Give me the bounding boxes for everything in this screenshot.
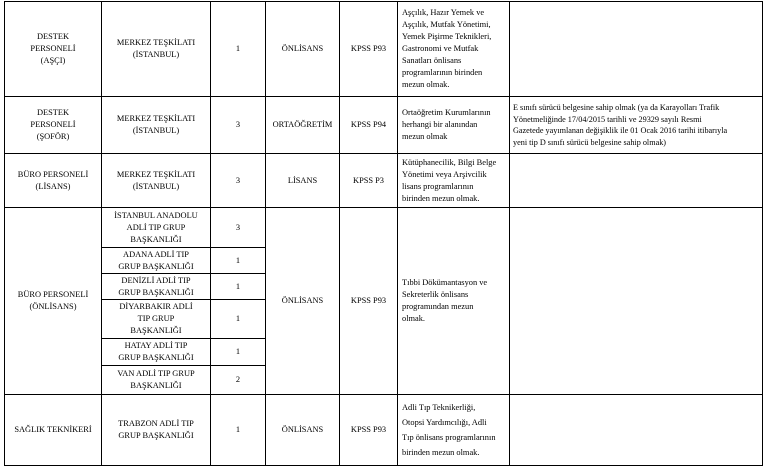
- count-cell: 1: [211, 395, 266, 466]
- unit-cell: DENİZLİ ADLİ TIP GRUP BAŞKANLIĞI: [102, 274, 211, 300]
- extra-requirement-cell: [510, 2, 763, 97]
- count-cell: 2: [211, 366, 266, 395]
- qualification-cell: Adli Tıp Teknikerliği, Otopsi Yardımcılığı, Adli Tıp önlisans programlarının birinden mezun olmak.: [398, 395, 510, 466]
- kpss-cell: KPSS P93: [340, 395, 398, 466]
- kpss-cell: KPSS P93: [340, 2, 398, 97]
- extra-requirement-cell: [510, 208, 763, 395]
- position-cell: SAĞLIK TEKNİKERİ: [5, 395, 102, 466]
- count-cell: 1: [211, 339, 266, 366]
- count-cell: 3: [211, 154, 266, 208]
- count-cell: 3: [211, 97, 266, 154]
- table-row: [5, 154, 763, 208]
- extra-requirement-cell: E sınıfı sürücü belgesine sahip olmak (ya da Karayolları Trafik Yönetmeliğinde 17/04/2015 tarihli ve 29329 sayılı Resmi Gazetede yayımlanan değişiklik ile 01 Ocak 2016 tarihi itibarıyla yeni tip D sınıfı sürücü belgesine sahip olmak): [510, 97, 763, 154]
- qualification-cell: Ortaöğretim Kurumlarının herhangi bir alanından mezun olmak: [398, 97, 510, 154]
- positions-table: [4, 1, 763, 466]
- unit-cell: VAN ADLİ TIP GRUP BAŞKANLIĞI: [102, 366, 211, 395]
- position-cell: BÜRO PERSONELİ (ÖNLİSANS): [5, 208, 102, 395]
- unit-cell: MERKEZ TEŞKİLATI (İSTANBUL): [102, 97, 211, 154]
- qualification-cell: Aşçılık, Hazır Yemek ve Aşçılık, Mutfak Yönetimi, Yemek Pişirme Teknikleri, Gastronomi ve Mutfak Sanatları önlisans programlarının birinden mezun olmak.: [398, 2, 510, 97]
- count-cell: 1: [211, 248, 266, 274]
- count-cell: 1: [211, 2, 266, 97]
- unit-cell: MERKEZ TEŞKİLATI (İSTANBUL): [102, 2, 211, 97]
- count-cell: 3: [211, 208, 266, 248]
- unit-cell: DİYARBAKIR ADLİ TIP GRUP BAŞKANLIĞI: [102, 300, 211, 339]
- count-cell: 1: [211, 274, 266, 300]
- education-cell: ÖNLİSANS: [266, 208, 340, 395]
- count-cell: 1: [211, 300, 266, 339]
- position-cell: BÜRO PERSONELİ (LİSANS): [5, 154, 102, 208]
- unit-cell: İSTANBUL ANADOLU ADLİ TIP GRUP BAŞKANLIĞI: [102, 208, 211, 248]
- education-cell: LİSANS: [266, 154, 340, 208]
- table-row: [5, 208, 763, 248]
- position-cell: DESTEK PERSONELİ (AŞÇI): [5, 2, 102, 97]
- extra-requirement-cell: [510, 154, 763, 208]
- unit-cell: TRABZON ADLİ TIP GRUP BAŞKANLIĞI: [102, 395, 211, 466]
- education-cell: ÖNLİSANS: [266, 395, 340, 466]
- document-page: [4, 1, 763, 466]
- education-cell: ÖNLİSANS: [266, 2, 340, 97]
- kpss-cell: KPSS P94: [340, 97, 398, 154]
- unit-cell: ADANA ADLİ TIP GRUP BAŞKANLIĞI: [102, 248, 211, 274]
- qualification-cell: Tıbbi Dökümantasyon ve Sekreterlik önlisans programından mezun olmak.: [398, 208, 510, 395]
- position-cell: DESTEK PERSONELİ (ŞOFÖR): [5, 97, 102, 154]
- extra-requirement-cell: [510, 395, 763, 466]
- table-row: [5, 97, 763, 154]
- unit-cell: MERKEZ TEŞKİLATI (İSTANBUL): [102, 154, 211, 208]
- kpss-cell: KPSS P93: [340, 208, 398, 395]
- kpss-cell: KPSS P3: [340, 154, 398, 208]
- table-row: [5, 395, 763, 466]
- education-cell: ORTAÖĞRETİM: [266, 97, 340, 154]
- unit-cell: HATAY ADLİ TIP GRUP BAŞKANLIĞI: [102, 339, 211, 366]
- qualification-cell: Kütüphanecilik, Bilgi Belge Yönetimi veya Arşivcilik lisans programlarının birinden mezun olmak.: [398, 154, 510, 208]
- table-row: [5, 2, 763, 97]
